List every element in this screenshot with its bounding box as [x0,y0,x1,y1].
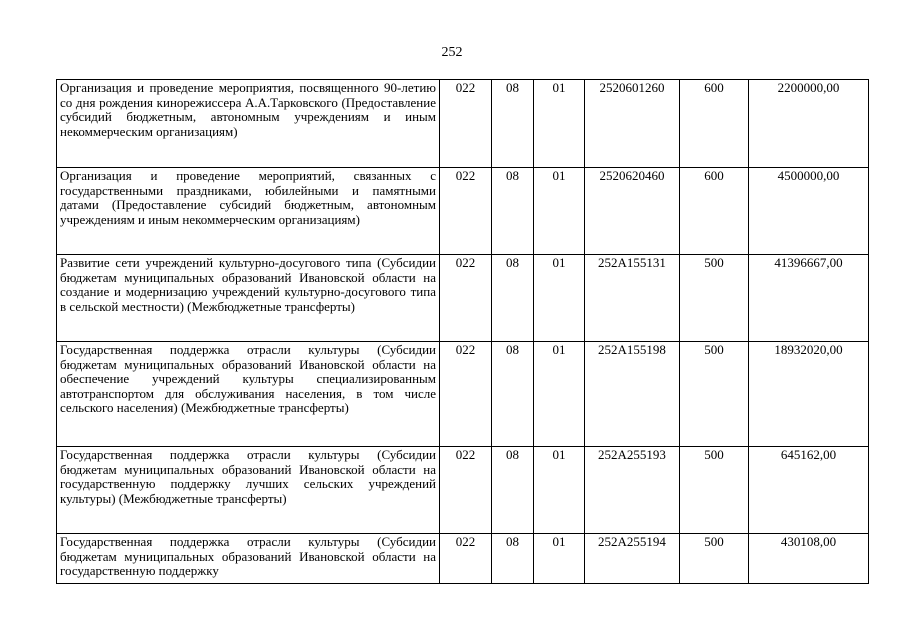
row-description: Государственная поддержка отрасли культуры (Субсидии бюджетам муниципальных образований Ивановской области на государственную поддержку лучших сельских учреждений культуры) (Межбюджетные трансферты) [57,447,440,534]
row-code: 022 [440,255,492,342]
row-target-article: 2520601260 [585,80,680,168]
row-section: 08 [492,447,534,534]
row-section: 08 [492,342,534,447]
row-code: 022 [440,168,492,255]
table-row [57,80,869,168]
row-subsection: 01 [534,447,585,534]
row-description: Организация и проведение мероприятий, связанных с государственными праздниками, юбилейными и памятными датами (Предоставление субсидий бюджетным, автономным учреждениям и иным некоммерческим организациям) [57,168,440,255]
row-description: Развитие сети учреждений культурно-досугового типа (Субсидии бюджетам муниципальных образований Ивановской области на создание и модернизацию учреждений культурно-досугового типа в сельской местности) (Межбюджетные трансферты) [57,255,440,342]
row-target-article: 2520620460 [585,168,680,255]
row-subsection: 01 [534,168,585,255]
row-expense-type: 600 [680,168,749,255]
row-amount: 430108,00 [749,534,869,584]
budget-table [56,79,869,584]
row-amount: 645162,00 [749,447,869,534]
row-description: Государственная поддержка отрасли культуры (Субсидии бюджетам муниципальных образований Ивановской области на обеспечение учреждений культуры специализированным автотранспортом для обслуживания населения, в том числе сельского населения) (Межбюджетные трансферты) [57,342,440,447]
row-code: 022 [440,80,492,168]
row-subsection: 01 [534,255,585,342]
row-amount: 2200000,00 [749,80,869,168]
row-subsection: 01 [534,534,585,584]
row-expense-type: 500 [680,255,749,342]
table-row [57,255,869,342]
row-subsection: 01 [534,80,585,168]
row-target-article: 252A155198 [585,342,680,447]
row-subsection: 01 [534,342,585,447]
table-row [57,342,869,447]
row-expense-type: 500 [680,447,749,534]
row-code: 022 [440,447,492,534]
table-row [57,534,869,584]
page-number: 252 [441,45,463,60]
row-code: 022 [440,534,492,584]
table-row [57,168,869,255]
row-target-article: 252A155131 [585,255,680,342]
row-expense-type: 600 [680,80,749,168]
row-description: Государственная поддержка отрасли культуры (Субсидии бюджетам муниципальных образований Ивановской области на государственную поддержку [57,534,440,584]
row-amount: 41396667,00 [749,255,869,342]
row-expense-type: 500 [680,342,749,447]
row-target-article: 252A255194 [585,534,680,584]
row-section: 08 [492,534,534,584]
row-target-article: 252A255193 [585,447,680,534]
row-section: 08 [492,255,534,342]
row-amount: 18932020,00 [749,342,869,447]
row-description: Организация и проведение мероприятия, посвященного 90-летию со дня рождения кинорежиссера А.А.Тарковского (Предоставление субсидий бюджетным, автономным учреждениям и иным некоммерческим организациям) [57,80,440,168]
row-amount: 4500000,00 [749,168,869,255]
row-expense-type: 500 [680,534,749,584]
row-code: 022 [440,342,492,447]
row-section: 08 [492,168,534,255]
table-row [57,447,869,534]
row-section: 08 [492,80,534,168]
